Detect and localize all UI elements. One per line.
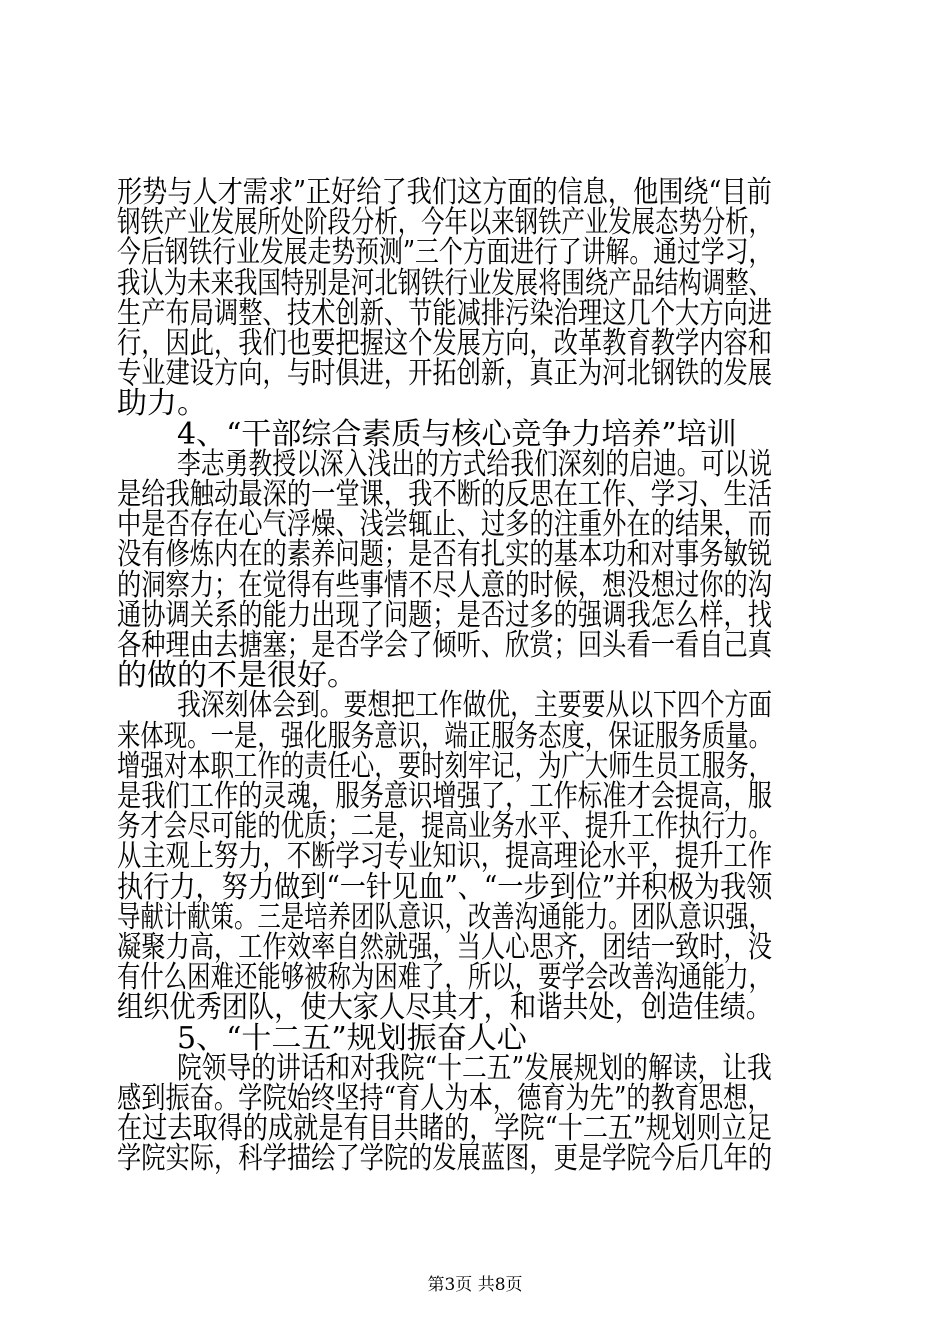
text-line: 李志勇教授以深入浅出的方式给我们深刻的启迪。可以说 (177, 447, 772, 482)
text-line: 各种理由去搪塞；是否学会了倾听、欣赏；回头看一看自己真 (117, 628, 772, 663)
text-line: 是我们工作的灵魂，服务意识增强了，工作标准才会提高，服 (117, 779, 772, 814)
page-footer: 第3页 共8页 (427, 1275, 523, 1295)
text-line: 行，因此，我们也要把握这个发展方向，改革教育教学内容和 (117, 326, 772, 361)
text-line: 是给我触动最深的一堂课，我不断的反思在工作、学习、生活 (117, 477, 772, 512)
text-line: 生产布局调整、技术创新、节能减排污染治理这几个大方向进 (117, 296, 772, 331)
text-line: 没有修炼内在的素养问题；是否有扎实的基本功和对事务敏锐 (117, 537, 772, 572)
text-line: 的洞察力；在觉得有些事情不尽人意的时候，想没想过你的沟 (117, 568, 772, 603)
text-line: 今后钢铁行业发展走势预测”三个方面进行了讲解。通过学习， (117, 235, 773, 270)
text-line: 专业建设方向，与时俱进，开拓创新，真正为河北钢铁的发展 (117, 356, 772, 391)
text-line: 钢铁产业发展所处阶段分析，今年以来钢铁产业发展态势分析， (117, 205, 772, 240)
text-line: 来体现。一是，强化服务意识，端正服务态度，保证服务质量。 (117, 719, 772, 754)
text-line: 务才会尽可能的优质；二是，提高业务水平、提升工作执行力。 (117, 809, 772, 844)
text-line: 助力。 (117, 386, 207, 421)
text-line: 5、“十二五”规划振奋人心 (177, 1021, 527, 1056)
text-line: 我深刻体会到。要想把工作做优，主要要从以下四个方面 (177, 688, 772, 723)
text-line: 导献计献策。三是培养团队意识，改善沟通能力。团队意识强， (117, 900, 772, 935)
text-line: 中是否存在心气浮燥、浅尝辄止、过多的注重外在的结果，而 (117, 507, 772, 542)
text-line: 组织优秀团队，使大家人尽其才，和谐共处，创造佳绩。 (117, 990, 772, 1025)
text-line: 凝聚力高，工作效率自然就强，当人心思齐，团结一致时，没 (117, 930, 772, 965)
text-line: 执行力，努力做到“一针见血”、“一步到位”并积极为我领 (117, 870, 773, 905)
text-line: 形势与人才需求”正好给了我们这方面的信息，他围绕“目前 (117, 175, 772, 210)
text-line: 感到振奋。学院始终坚持“育人为本，德育为先”的教育思想， (117, 1081, 772, 1116)
text-line: 4、“干部综合素质与核心竞争力培养”培训 (177, 417, 737, 452)
text-line: 增强对本职工作的责任心，要时刻牢记，为广大师生员工服务， (117, 749, 772, 784)
text-line: 学院实际，科学描绘了学院的发展蓝图，更是学院今后几年的 (117, 1141, 772, 1176)
text-line: 通协调关系的能力出现了问题；是否过多的强调我怎么样，找 (117, 598, 772, 633)
text-line: 的做的不是很好。 (117, 658, 357, 693)
text-line: 有什么困难还能够被称为困难了，所以，要学会改善沟通能力， (117, 960, 772, 995)
text-line: 院领导的讲话和对我院“十二五”发展规划的解读，让我 (177, 1051, 772, 1086)
text-line: 在过去取得的成就是有目共睹的，学院“十二五”规划则立足 (117, 1111, 772, 1146)
text-line: 从主观上努力，不断学习专业知识，提高理论水平，提升工作 (117, 839, 772, 874)
text-line: 我认为未来我国特别是河北钢铁行业发展将围绕产品结构调整、 (117, 266, 772, 301)
